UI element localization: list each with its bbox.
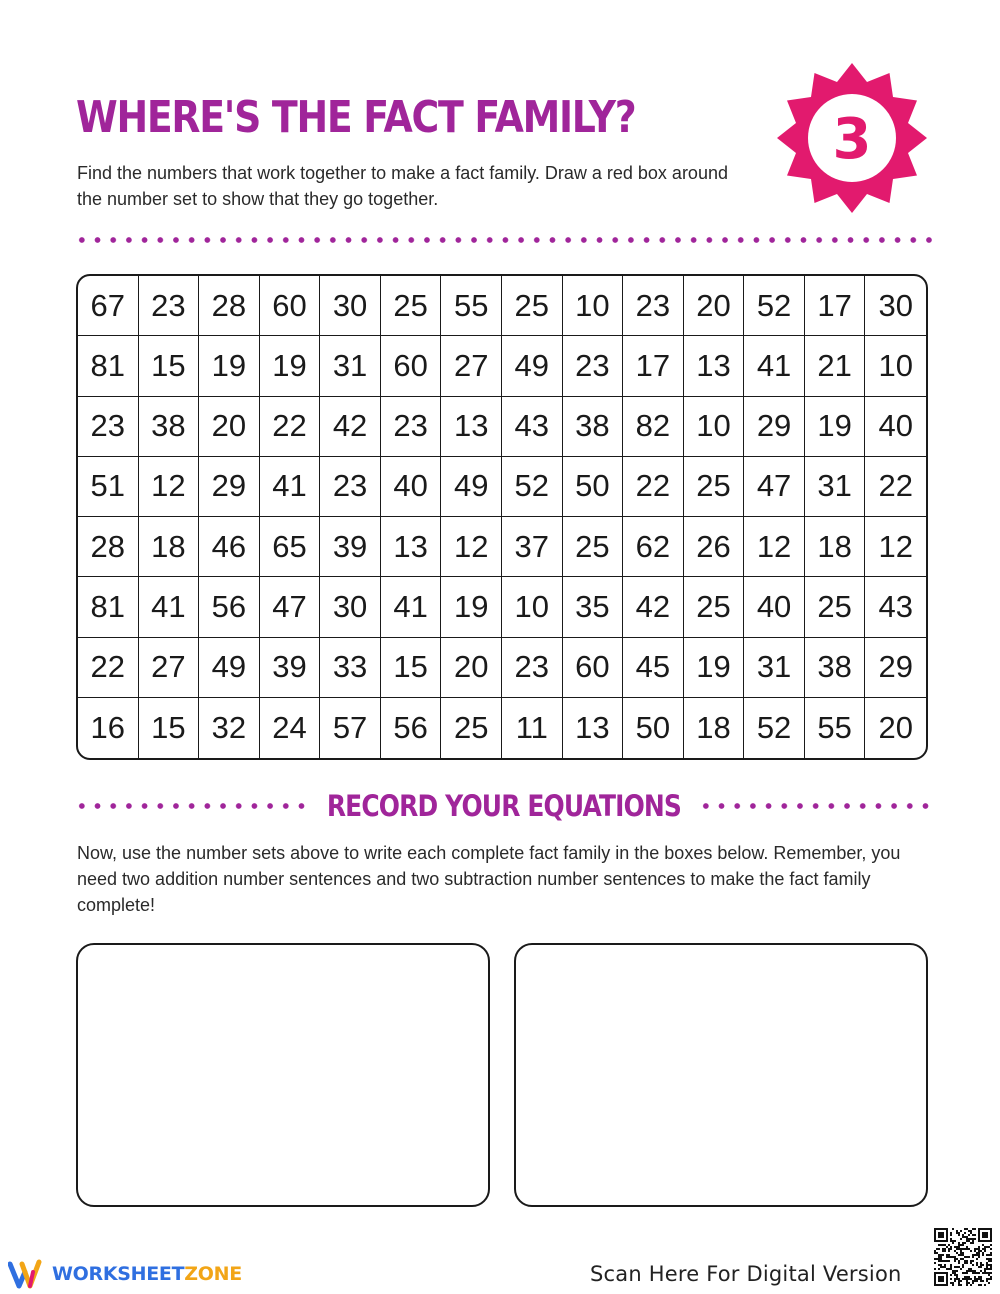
grid-cell[interactable]: 38 — [139, 397, 200, 457]
grid-cell[interactable]: 41 — [260, 457, 321, 517]
grid-cell[interactable]: 52 — [744, 276, 805, 336]
grid-cell[interactable]: 17 — [623, 336, 684, 396]
grid-cell[interactable]: 38 — [805, 638, 866, 698]
grid-cell[interactable]: 56 — [381, 698, 442, 758]
grid-cell[interactable]: 30 — [320, 577, 381, 637]
grid-cell[interactable]: 20 — [878, 709, 913, 745]
grid-cell[interactable]: 43 — [502, 397, 563, 457]
grid-cell[interactable]: 13 — [684, 336, 745, 396]
grid-cell[interactable]: 42 — [320, 397, 381, 457]
grid-cell[interactable]: 62 — [623, 517, 684, 577]
logo-text-part1: WORKSHEET — [52, 1263, 185, 1285]
grid-cell[interactable]: 60 — [563, 638, 624, 698]
grid-cell[interactable]: 37 — [502, 517, 563, 577]
grid-cell[interactable]: 19 — [199, 336, 260, 396]
grid-cell[interactable]: 22 — [865, 457, 926, 517]
grid-cell[interactable]: 31 — [320, 336, 381, 396]
grid-cell[interactable]: 65 — [260, 517, 321, 577]
grid-cell[interactable]: 29 — [199, 457, 260, 517]
grid-cell[interactable]: 16 — [78, 698, 139, 758]
grid-cell[interactable]: 49 — [199, 638, 260, 698]
badge-number: 3 — [832, 107, 872, 172]
grid-cell[interactable]: 12 — [139, 457, 200, 517]
grid-cell[interactable]: 23 — [320, 457, 381, 517]
grid-cell[interactable]: 25 — [805, 577, 866, 637]
dotted-divider — [74, 236, 934, 244]
grid-cell[interactable]: 24 — [260, 698, 321, 758]
grid-cell[interactable]: 19 — [684, 638, 745, 698]
worksheet-zone-logo[interactable] — [8, 1258, 242, 1290]
grid-cell[interactable]: 23 — [623, 276, 684, 336]
grid-cell[interactable]: 12 — [865, 517, 926, 577]
grid-cell[interactable]: 19 — [441, 577, 502, 637]
grid-cell[interactable]: 81 — [78, 577, 139, 637]
grid-cell[interactable]: 51 — [78, 457, 139, 517]
grid-cell[interactable]: 50 — [623, 698, 684, 758]
grid-cell[interactable]: 60 — [260, 276, 321, 336]
grid-cell[interactable]: 40 — [865, 397, 926, 457]
grid-cell[interactable]: 15 — [139, 698, 200, 758]
qr-code-icon[interactable] — [934, 1228, 992, 1286]
grid-cell[interactable]: 46 — [199, 517, 260, 577]
grid-cell[interactable]: 10 — [684, 397, 745, 457]
grid-cell[interactable]: 57 — [320, 698, 381, 758]
grid-cell[interactable]: 20 — [441, 638, 502, 698]
grid-cell[interactable]: 67 — [78, 276, 139, 336]
answer-box-right[interactable] — [514, 943, 928, 1207]
grid-cell[interactable]: 20 — [684, 276, 745, 336]
logo-text — [52, 1263, 242, 1285]
grid-cell[interactable]: 49 — [441, 457, 502, 517]
grid-cell[interactable]: 15 — [381, 638, 442, 698]
grid-cell[interactable]: 56 — [199, 577, 260, 637]
grid-cell[interactable]: 52 — [744, 698, 805, 758]
grid-cell[interactable]: 33 — [320, 638, 381, 698]
grid-cell[interactable]: 25 — [502, 276, 563, 336]
grid-cell[interactable]: 23 — [139, 276, 200, 336]
grid-cell[interactable]: 38 — [563, 397, 624, 457]
grid-cell[interactable]: 25 — [684, 577, 745, 637]
grid-cell[interactable]: 11 — [502, 698, 563, 758]
grid-cell[interactable]: 22 — [260, 397, 321, 457]
logo-w-icon — [8, 1258, 48, 1290]
grid-cell[interactable]: 12 — [744, 517, 805, 577]
grid-cell[interactable]: 45 — [623, 638, 684, 698]
grid-cell[interactable]: 31 — [744, 638, 805, 698]
grid-cell[interactable]: 27 — [441, 336, 502, 396]
grid-cell[interactable]: 18 — [684, 698, 745, 758]
starburst-badge-icon — [776, 62, 928, 214]
dotted-divider-left — [74, 802, 310, 810]
grid-cell[interactable]: 23 — [563, 336, 624, 396]
logo-text-part2: ZONE — [184, 1263, 242, 1285]
grid-cell[interactable]: 40 — [744, 577, 805, 637]
grid-cell[interactable]: 42 — [623, 577, 684, 637]
grid-cell[interactable]: 13 — [381, 517, 442, 577]
grid-cell[interactable]: 10 — [865, 336, 926, 396]
grid-cell[interactable]: 23 — [78, 397, 139, 457]
grid-cell[interactable]: 12 — [441, 517, 502, 577]
grid-cell[interactable]: 28 — [199, 276, 260, 336]
page-title: WHERE'S THE FACT FAMILY? — [76, 92, 636, 143]
grid-cell[interactable]: 25 — [441, 698, 502, 758]
grid-cell[interactable]: 19 — [260, 336, 321, 396]
grid-cell[interactable]: 41 — [139, 577, 200, 637]
grid-cell[interactable]: 52 — [502, 457, 563, 517]
grid-cell[interactable]: 10 — [502, 577, 563, 637]
record-instructions: Now, use the number sets above to write each complete fact family in the boxes below. Remember, you need two addition number sentences and two subtraction number sentences to make the fact family complete! — [77, 843, 901, 915]
grid-cell[interactable]: 23 — [381, 397, 442, 457]
grid-cell[interactable]: 55 — [441, 276, 502, 336]
grid-cell[interactable]: 41 — [744, 336, 805, 396]
grid-cell[interactable]: 39 — [320, 517, 381, 577]
grid-cell[interactable]: 81 — [78, 336, 139, 396]
grid-cell[interactable]: 20 — [199, 397, 260, 457]
grid-cell[interactable]: 19 — [805, 397, 866, 457]
grid-cell[interactable]: 13 — [563, 698, 624, 758]
record-section-header — [74, 786, 934, 826]
grid-cell[interactable]: 23 — [502, 638, 563, 698]
grid-cell[interactable]: 27 — [139, 638, 200, 698]
section-title: RECORD YOUR EQUATIONS — [326, 789, 682, 823]
grid-cell[interactable]: 22 — [623, 457, 684, 517]
grid-cell[interactable]: 31 — [805, 457, 866, 517]
grid-cell[interactable]: 47 — [744, 457, 805, 517]
grid-cell[interactable]: 47 — [260, 577, 321, 637]
number-grid — [76, 274, 928, 760]
grid-cell[interactable]: 35 — [563, 577, 624, 637]
grid-cell[interactable]: 29 — [865, 638, 926, 698]
grid-cell[interactable]: 32 — [199, 698, 260, 758]
grid-cell[interactable]: 15 — [139, 336, 200, 396]
answer-box-left[interactable] — [76, 943, 490, 1207]
scan-text: Scan Here For Digital Version — [590, 1262, 902, 1286]
grid-cell[interactable]: 41 — [381, 577, 442, 637]
grid-cell[interactable]: 22 — [78, 638, 139, 698]
grid-cell[interactable]: 43 — [865, 577, 926, 637]
grid-cell[interactable]: 60 — [381, 336, 442, 396]
grid-cell[interactable]: 17 — [805, 276, 866, 336]
grid-cell[interactable]: 28 — [78, 517, 139, 577]
grid-cell[interactable]: 25 — [684, 457, 745, 517]
grid-cell[interactable]: 25 — [381, 276, 442, 336]
grid-cell[interactable]: 39 — [260, 638, 321, 698]
grid-cell[interactable]: 55 — [805, 698, 866, 758]
grid-cell[interactable]: 50 — [563, 457, 624, 517]
grid-cell[interactable]: 25 — [563, 517, 624, 577]
grid-cell[interactable]: 18 — [805, 517, 866, 577]
grid-cell[interactable]: 13 — [441, 397, 502, 457]
grid-cell[interactable]: 29 — [744, 397, 805, 457]
instructions-text: Find the numbers that work together to make a fact family. Draw a red box around the number set to show that they go together. — [77, 163, 728, 209]
grid-cell[interactable]: 49 — [502, 336, 563, 396]
grid-cell[interactable]: 40 — [381, 457, 442, 517]
grid-cell[interactable]: 18 — [139, 517, 200, 577]
dotted-divider-right — [698, 802, 934, 810]
grid-cell[interactable]: 10 — [563, 276, 624, 336]
grid-cell[interactable]: 26 — [684, 517, 745, 577]
grid-cell[interactable]: 30 — [865, 276, 926, 336]
grid-cell[interactable]: 30 — [320, 276, 381, 336]
grid-cell[interactable]: 21 — [805, 336, 866, 396]
grid-cell[interactable]: 82 — [623, 397, 684, 457]
